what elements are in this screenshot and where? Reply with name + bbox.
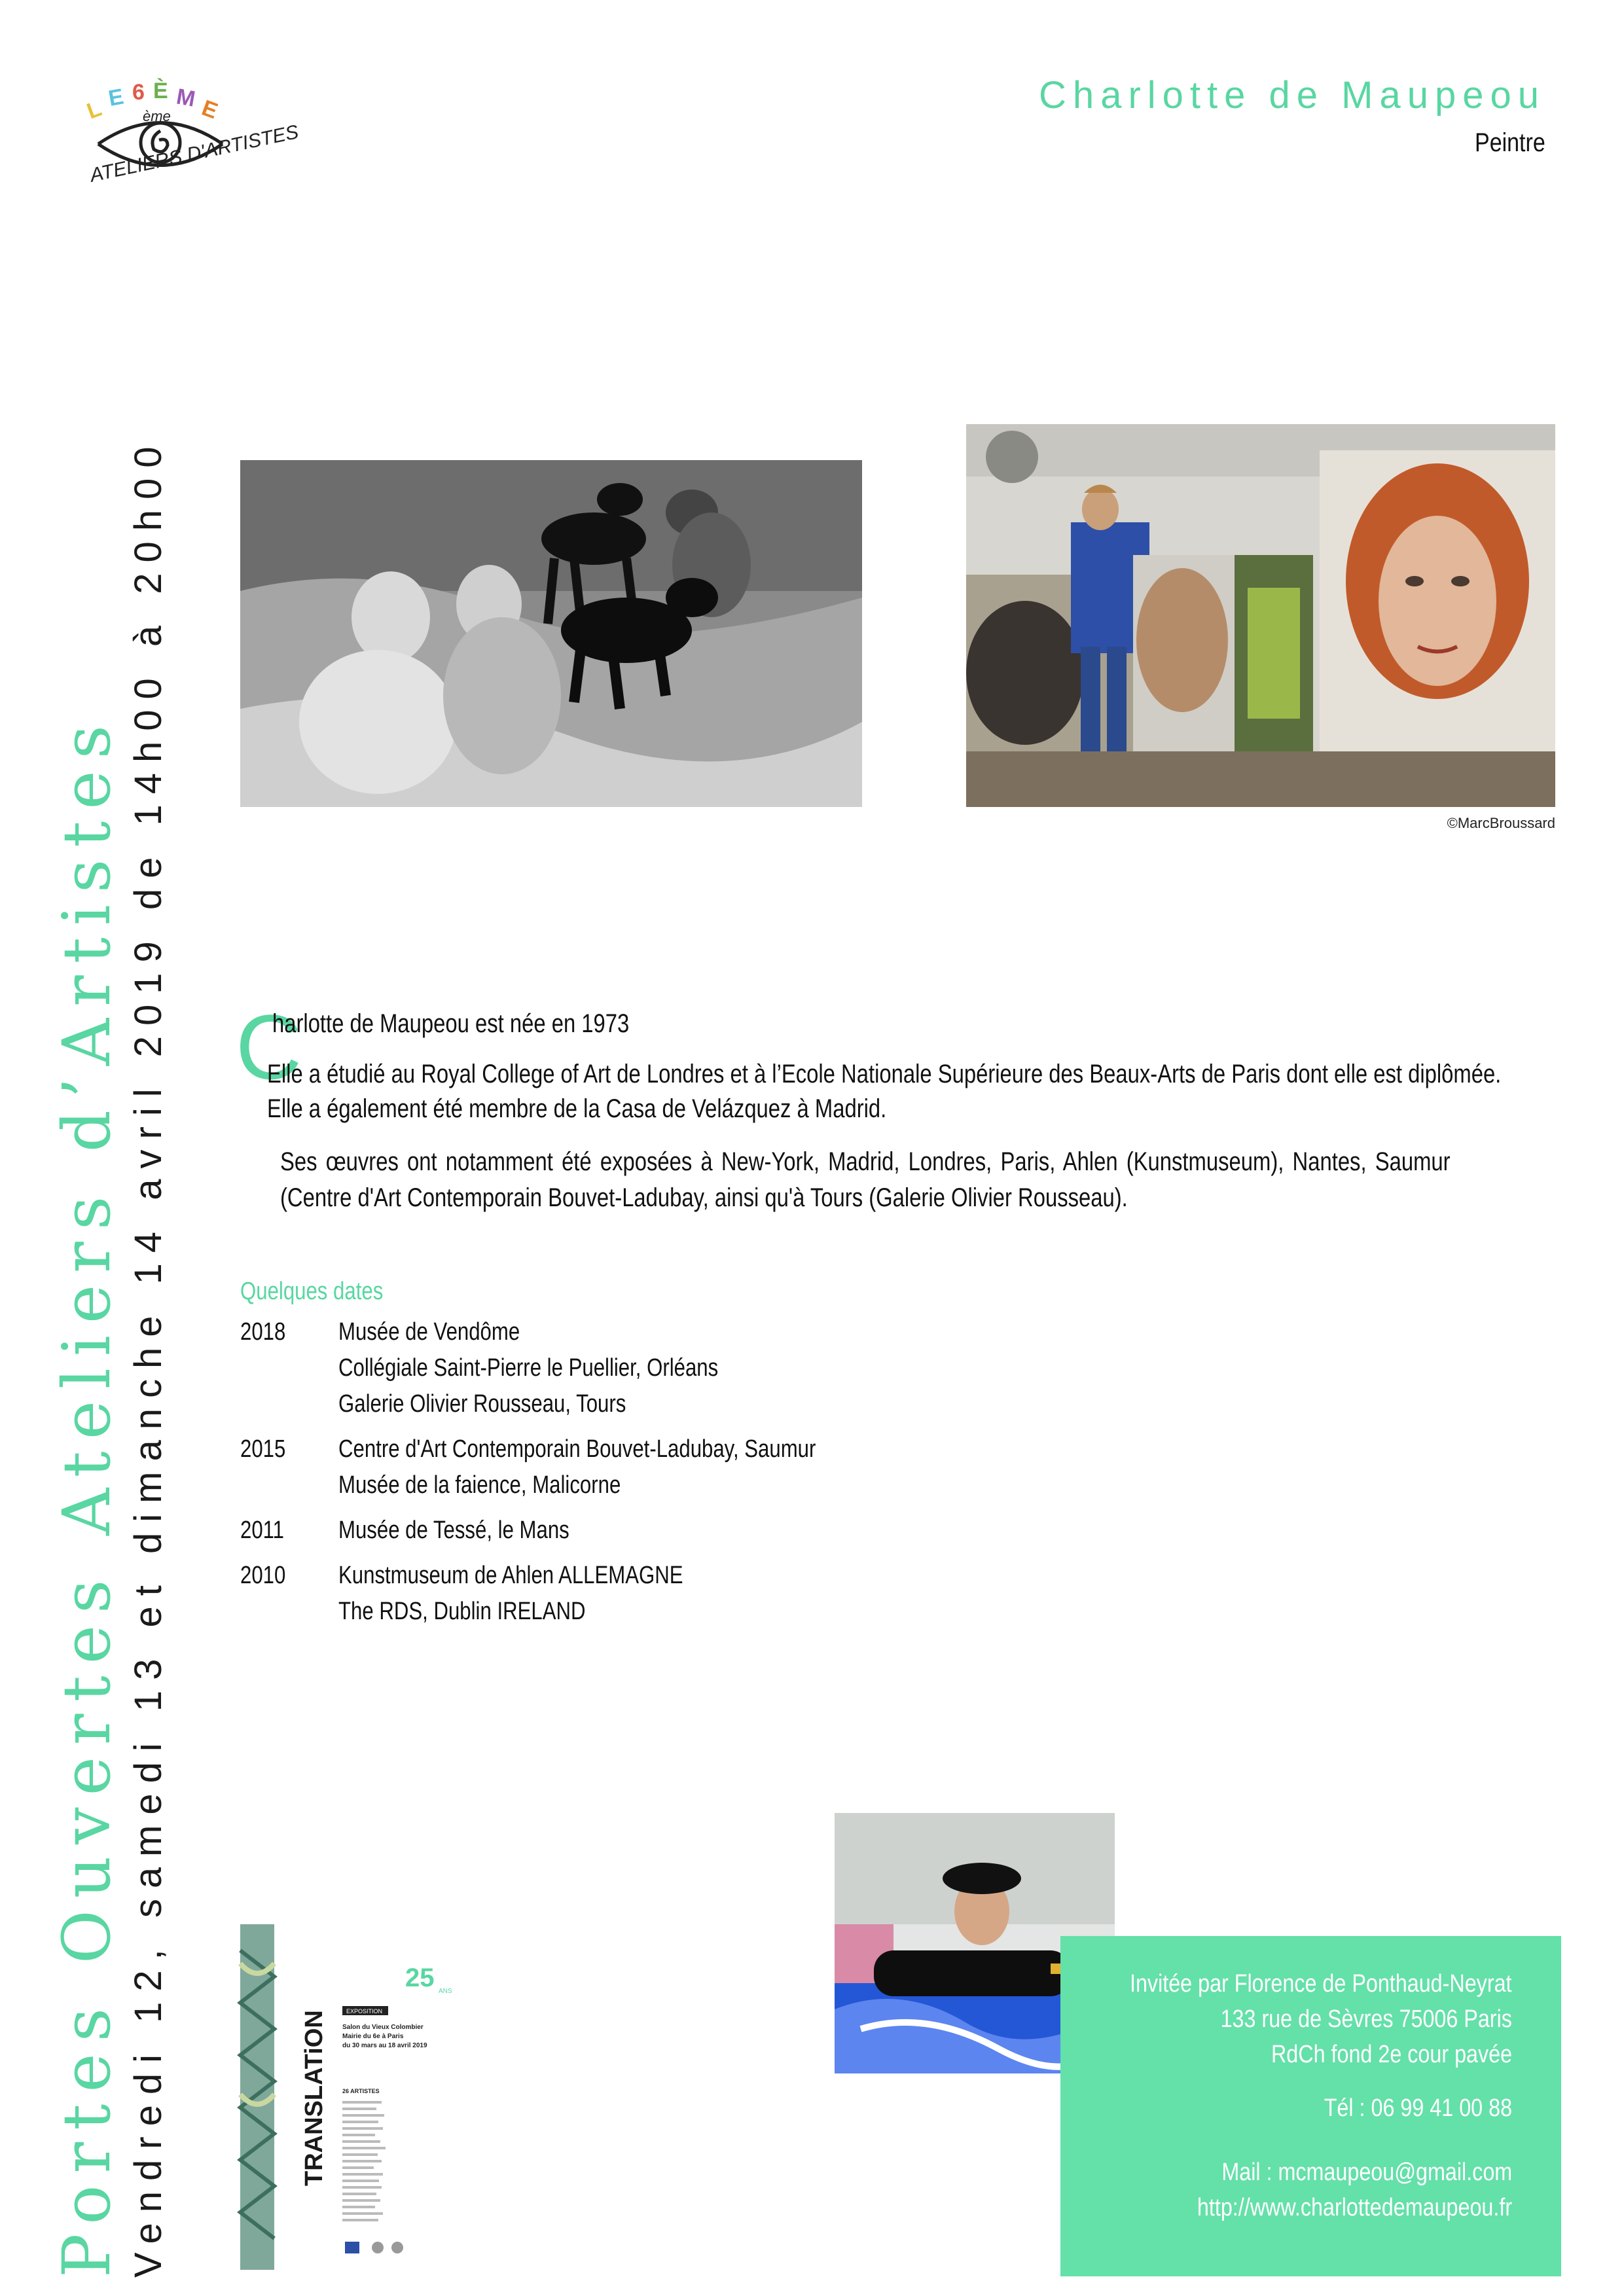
logo-subtitle: ATELIERS D'ARTISTES [88,121,301,187]
atelier-logo [72,72,301,203]
poster-venue-1: Salon du Vieux Colombier [342,2024,424,2031]
dates-title: Quelques dates [240,1278,384,1305]
contact-mail[interactable]: Mail : mcmaupeou@gmail.com [1221,2159,1512,2186]
side-event-title [48,436,189,2278]
poster-anniversary-unit: ANS [439,1988,452,1995]
contact-address: 133 rue de Sèvres 75006 Paris [1220,2005,1512,2033]
poster-vertical-title: TRANSLATiON [300,2010,328,2186]
bio-first-line: harlotte de Maupeou est née en 1973 [272,1009,630,1038]
date-item: Musée de Vendôme [338,1318,520,1346]
svg-text:E: E [198,95,221,124]
drop-cap: C [236,996,302,1098]
poster-artists-heading: 26 ARTISTES [342,2088,380,2094]
date-items [338,1558,683,1630]
dates-list [240,1314,1026,1639]
painting-photo [240,460,862,807]
date-item: Musée de Tessé, le Mans [338,1516,569,1544]
bio-paragraph-2: Ses œuvres ont notamment été exposées à New-York, Madrid, Londres, Paris, Ahlen (Kunstmuseum), Nantes, Saumur (Centre d'Art Contemporain Bouvet-Ladubay, ainsi qu'à Tours (Galerie Olivier Rousseau). [280,1147,1451,1212]
date-item: Musée de la faience, Malicorne [338,1471,621,1499]
contact-box [1060,1936,1561,2276]
contact-phone: Tél : 06 99 41 00 88 [1324,2094,1512,2122]
svg-text:È: È [153,79,168,103]
date-year: 2011 [240,1516,285,1544]
bio-paragraph-1 [267,1057,1501,1126]
contact-website[interactable]: http://www.charlottedemaupeou.fr [1197,2194,1512,2221]
poster-anniversary: 25 [405,1964,435,1992]
svg-text:M: M [174,84,198,112]
date-year: 2015 [240,1435,286,1463]
date-row [240,1431,1026,1503]
event-dates: Vendredi 12, samedi 13 et dimanche 14 avril 2019 de 14h00 à 20h00 [127,436,170,2278]
photo-credit: ©MarcBroussard [1447,815,1555,831]
date-row [240,1314,1026,1422]
studio-photo [966,424,1555,807]
date-items [338,1431,816,1503]
bio-p1-line1: Elle a étudié au Royal College of Art de Londres et à l’Ecole Nationale Supérieure des Beaux-Arts de Paris dont elle est diplômée. [267,1060,1502,1088]
date-item: The RDS, Dublin IRELAND [338,1598,586,1625]
contact-floor: RdCh fond 2e cour pavée [1271,2041,1512,2068]
poster-venue-3: du 30 mars au 18 avril 2019 [342,2042,427,2049]
contact-invited-by: Invitée par Florence de Ponthaud-Neyrat [1130,1970,1512,1998]
date-items [338,1513,569,1549]
poster-venue-2: Mairie du 6e à Paris [342,2033,404,2040]
date-row [240,1558,1026,1630]
artist-name: Charlotte de Maupeou [1039,74,1545,117]
date-year: 2018 [240,1318,286,1346]
artist-role: Peintre [1475,128,1545,157]
logo-small-text: ème [143,108,171,124]
poster-badge: EXPOSITION [346,2008,383,2015]
bio-p1-line2: Elle a également été membre de la Casa de Velázquez à Madrid. [267,1094,887,1123]
date-item: Kunstmuseum de Ahlen ALLEMAGNE [338,1562,683,1589]
svg-text:6: 6 [132,80,145,105]
date-items [338,1314,718,1422]
translation-poster [240,1924,468,2270]
svg-text:E: E [106,84,126,111]
date-item: Galerie Olivier Rousseau, Tours [338,1390,626,1418]
date-item: Collégiale Saint-Pierre le Puellier, Orléans [338,1354,719,1382]
date-item: Centre d'Art Contemporain Bouvet-Ladubay, Saumur [338,1435,816,1463]
date-row [240,1513,1026,1549]
date-year: 2010 [240,1562,286,1589]
svg-text:L: L [83,96,105,124]
event-title: Portes Ouvertes Ateliers d’Artistes [48,713,125,2278]
